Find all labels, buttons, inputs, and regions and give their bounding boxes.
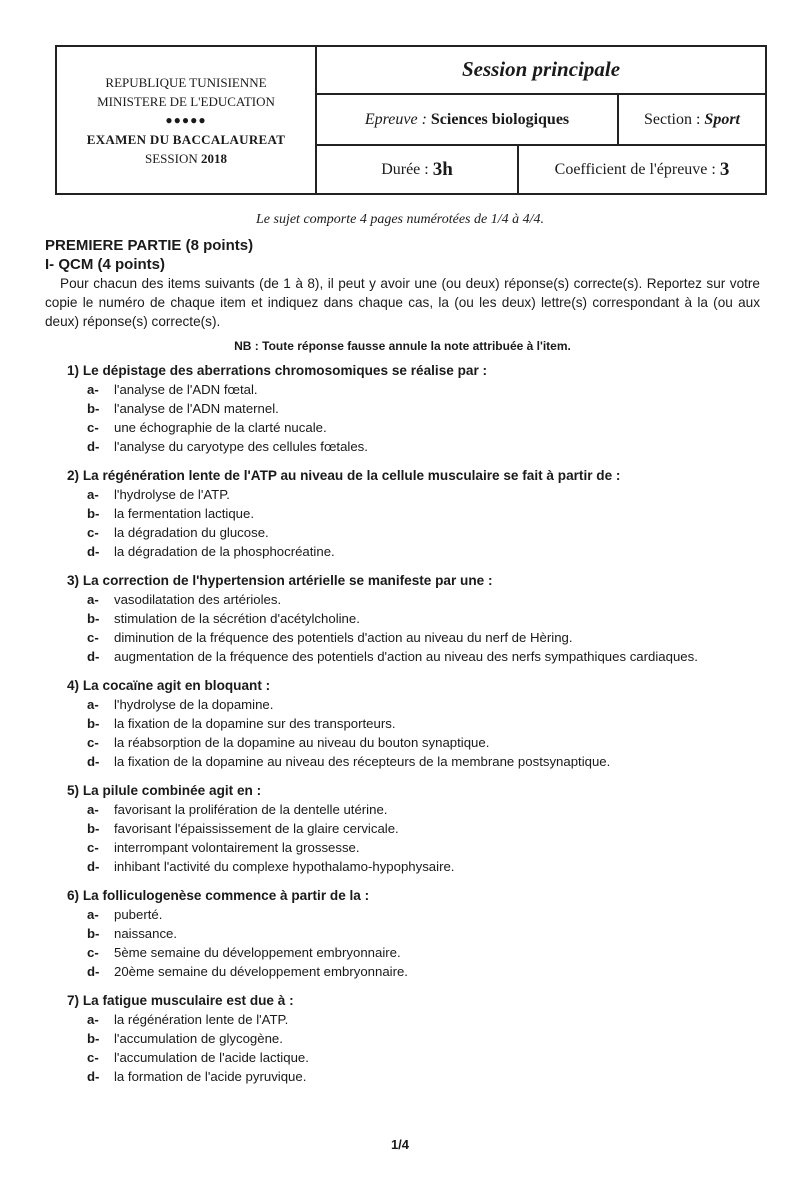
question-item	[67, 676, 760, 771]
option-text: diminution de la fréquence des potentiels d'action au niveau du nerf de Hèring.	[114, 630, 573, 645]
option-letter: d-	[87, 1069, 100, 1084]
answer-option	[87, 857, 760, 876]
session-year: 2018	[201, 150, 227, 166]
answer-option	[87, 752, 760, 771]
coefficient-cell	[519, 146, 765, 193]
question-item	[67, 781, 760, 876]
session-label: SESSION	[145, 150, 198, 166]
section-label: Section :	[643, 110, 701, 128]
option-text: la fixation de la dopamine au niveau des récepteurs de la membrane postsynaptique.	[114, 754, 611, 769]
answer-option	[87, 628, 760, 647]
section-cell	[619, 95, 765, 145]
option-text: l'hydrolyse de l'ATP.	[114, 487, 230, 502]
option-letter: b-	[87, 1031, 100, 1046]
option-letter: a-	[87, 382, 99, 397]
coefficient-value: 3	[719, 158, 730, 180]
option-text: favorisant l'épaississement de la glaire cervicale.	[114, 821, 399, 836]
option-text: l'hydrolyse de la dopamine.	[114, 697, 274, 712]
answer-option	[87, 485, 760, 504]
country-name: REPUBLIQUE TUNISIENNE	[105, 74, 267, 90]
option-text: la dégradation du glucose.	[114, 525, 269, 540]
epreuve-row	[317, 95, 765, 147]
option-text: naissance.	[114, 926, 178, 941]
answer-option	[87, 609, 760, 628]
question-item	[67, 886, 760, 981]
question-item	[67, 991, 760, 1086]
option-letter: d-	[87, 964, 100, 979]
option-letter: d-	[87, 649, 100, 664]
header-exam-info	[317, 47, 765, 193]
exam-header-table	[55, 45, 767, 195]
option-text: 20ème semaine du développement embryonnaire.	[114, 964, 408, 979]
duree-row	[317, 146, 765, 193]
option-text: la réabsorption de la dopamine au niveau du bouton synaptique.	[114, 735, 490, 750]
epreuve-label: Epreuve :	[364, 110, 427, 128]
question-stem: 4) La cocaïne agit en bloquant :	[67, 678, 271, 693]
answer-option	[87, 943, 760, 962]
option-text: l'analyse de l'ADN fœtal.	[114, 382, 258, 397]
option-letter: d-	[87, 439, 100, 454]
answer-option	[87, 838, 760, 857]
answer-option	[87, 437, 760, 456]
session-type: Session principale	[461, 57, 621, 82]
option-letter: b-	[87, 821, 100, 836]
question-item	[67, 361, 760, 456]
option-text: la fermentation lactique.	[114, 506, 255, 521]
option-text: l'analyse du caryotype des cellules fœtales.	[114, 439, 368, 454]
answer-option	[87, 1010, 760, 1029]
question-stem: 3) La correction de l'hypertension artérielle se manifeste par une :	[67, 573, 493, 588]
answer-option	[87, 733, 760, 752]
duree-cell	[317, 146, 519, 193]
option-text: interrompant volontairement la grossesse.	[114, 840, 360, 855]
option-letter: a-	[87, 802, 99, 817]
instructions: Pour chacun des items suivants (de 1 à 8), il peut y avoir une (ou deux) réponse(s) correcte(s). Reportez sur votre copie le numéro de chaque item et indiquez dans chaque cas, la (ou les deux) lettre(s) correspondant à la (ou aux deux) réponse(s) correcte(s).	[45, 276, 760, 329]
answer-option	[87, 399, 760, 418]
answer-option	[87, 962, 760, 981]
session-type-row	[317, 47, 765, 95]
option-letter: b-	[87, 401, 100, 416]
answer-option	[87, 695, 760, 714]
answer-option	[87, 924, 760, 943]
option-letter: b-	[87, 506, 100, 521]
question-list	[45, 361, 760, 1086]
option-text: la dégradation de la phosphocréatine.	[114, 544, 335, 559]
option-letter: a-	[87, 487, 99, 502]
option-letter: a-	[87, 592, 99, 607]
option-letter: a-	[87, 1012, 99, 1027]
answer-option	[87, 819, 760, 838]
option-text: l'analyse de l'ADN maternel.	[114, 401, 279, 416]
option-letter: c-	[87, 420, 99, 435]
option-text: l'accumulation de glycogène.	[114, 1031, 283, 1046]
option-letter: a-	[87, 697, 99, 712]
answer-option	[87, 418, 760, 437]
question-stem: 5) La pilule combinée agit en :	[67, 783, 262, 798]
option-text: vasodilatation des artérioles.	[114, 592, 282, 607]
separator-dots: ●●●●●	[165, 112, 207, 127]
option-letter: d-	[87, 544, 100, 559]
option-letter: c-	[87, 1050, 99, 1065]
option-text: la fixation de la dopamine sur des transporteurs.	[114, 716, 396, 731]
answer-option	[87, 1067, 760, 1086]
section-value: Sport	[704, 110, 740, 128]
question-item	[67, 571, 760, 666]
answer-option	[87, 905, 760, 924]
option-letter: b-	[87, 716, 100, 731]
option-letter: d-	[87, 859, 100, 874]
question-stem: 1) Le dépistage des aberrations chromosomiques se réalise par :	[67, 363, 488, 378]
header-institution-block	[57, 47, 317, 193]
coefficient-label: Coefficient de l'épreuve :	[554, 160, 716, 178]
exam-content	[45, 236, 760, 1096]
nb-note: NB : Toute réponse fausse annule la note attribuée à l'item.	[234, 339, 571, 353]
option-letter: c-	[87, 840, 99, 855]
session-line	[145, 149, 227, 168]
option-text: une échographie de la clarté nucale.	[114, 420, 327, 435]
option-text: 5ème semaine du développement embryonnaire.	[114, 945, 401, 960]
option-letter: a-	[87, 907, 99, 922]
answer-option	[87, 800, 760, 819]
option-letter: b-	[87, 611, 100, 626]
answer-option	[87, 590, 760, 609]
answer-option	[87, 647, 760, 666]
answer-option	[87, 1048, 760, 1067]
question-stem: 6) La folliculogenèse commence à partir de la :	[67, 888, 370, 903]
option-letter: c-	[87, 945, 99, 960]
option-text: favorisant la prolifération de la dentelle utérine.	[114, 802, 388, 817]
qcm-title: I- QCM (4 points)	[45, 256, 165, 273]
option-text: augmentation de la fréquence des potentiels d'action au niveau des nerfs sympathiques cardiaques.	[114, 649, 698, 664]
option-text: la formation de l'acide pyruvique.	[114, 1069, 307, 1084]
duree-value: 3h	[432, 158, 453, 180]
option-text: stimulation de la sécrétion d'acétylcholine.	[114, 611, 360, 626]
option-text: inhibant l'activité du complexe hypothalamo-hypophysaire.	[114, 859, 455, 874]
part-title: PREMIERE PARTIE (8 points)	[45, 237, 254, 254]
answer-option	[87, 542, 760, 561]
answer-option	[87, 523, 760, 542]
option-text: puberté.	[114, 907, 163, 922]
pages-note: Le sujet comporte 4 pages numérotées de 1/4 à 4/4.	[256, 212, 544, 227]
answer-option	[87, 714, 760, 733]
option-text: l'accumulation de l'acide lactique.	[114, 1050, 309, 1065]
question-stem: 2) La régénération lente de l'ATP au niveau de la cellule musculaire se fait à partir de :	[67, 468, 621, 483]
option-text: la régénération lente de l'ATP.	[114, 1012, 289, 1027]
exam-name: EXAMEN DU BACCALAUREAT	[86, 131, 286, 147]
duree-label: Durée :	[381, 160, 429, 178]
question-item	[67, 466, 760, 561]
option-letter: c-	[87, 735, 99, 750]
option-letter: d-	[87, 754, 100, 769]
option-letter: c-	[87, 525, 99, 540]
page-number: 1/4	[390, 1137, 410, 1152]
answer-option	[87, 380, 760, 399]
option-letter: b-	[87, 926, 100, 941]
ministry-name: MINISTERE DE L'EDUCATION	[97, 93, 275, 109]
epreuve-value: Sciences biologiques	[430, 110, 570, 128]
epreuve-cell	[317, 95, 619, 145]
question-stem: 7) La fatigue musculaire est due à :	[67, 993, 294, 1008]
option-letter: c-	[87, 630, 99, 645]
answer-option	[87, 504, 760, 523]
answer-option	[87, 1029, 760, 1048]
